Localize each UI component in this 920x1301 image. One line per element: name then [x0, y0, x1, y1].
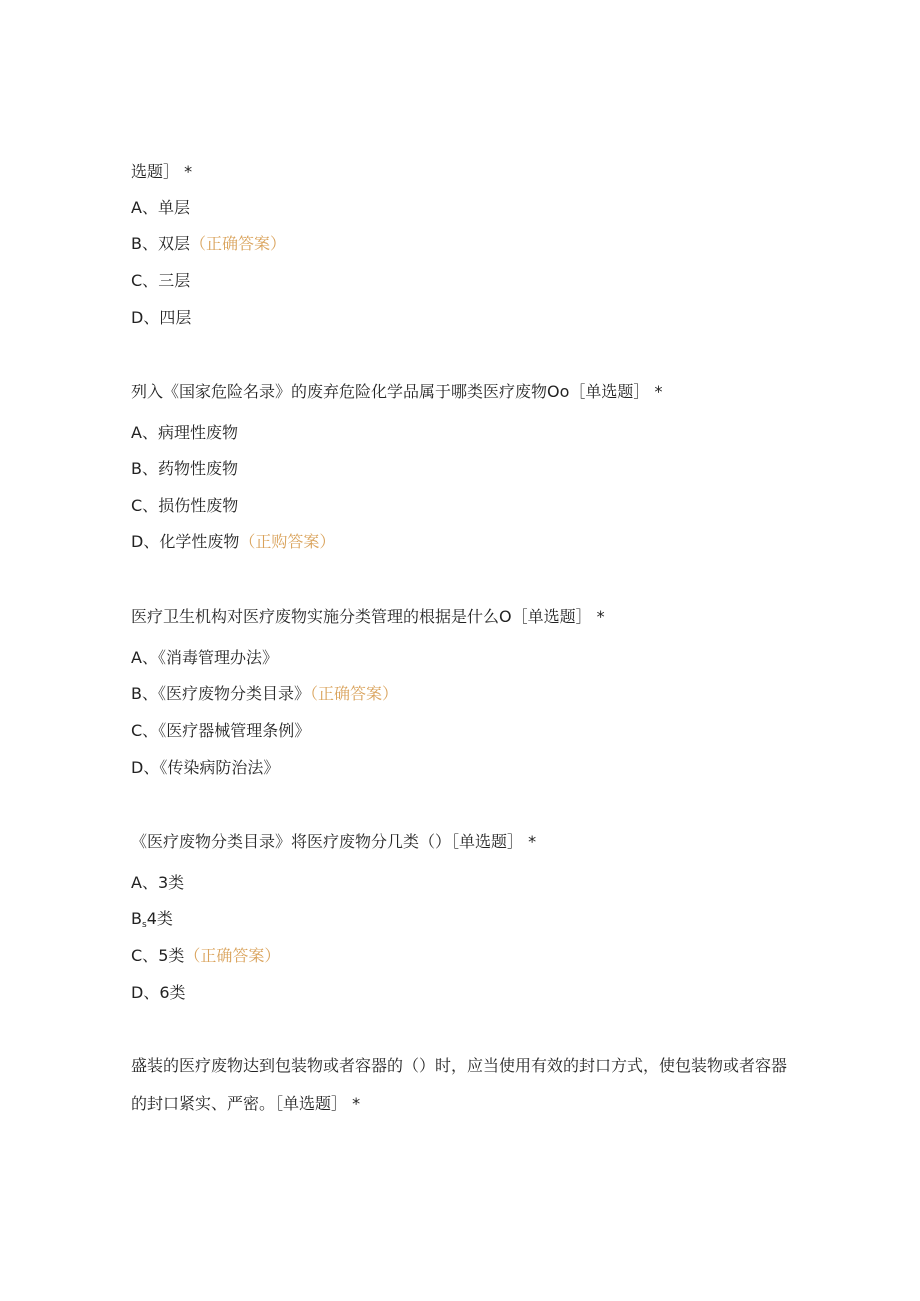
option-letter: C	[131, 721, 143, 740]
option-text: 《医疗废物分类目录》	[158, 684, 311, 703]
option-text: 3类	[157, 873, 185, 892]
option-letter: C	[131, 271, 143, 290]
question-1-stem: 选题］ *	[131, 162, 193, 181]
option-letter: B	[131, 684, 142, 703]
option-text: 4类	[146, 909, 173, 928]
option-text: 6类	[159, 983, 186, 1002]
question-5-stem: 盛装的医疗废物达到包装物或者容器的（）时，应当使用有效的封口方式，使包装物或者容器的封口紧实、严密。［单选题］ *	[131, 1056, 788, 1113]
option-text: 单层	[157, 198, 190, 217]
option-2-a	[131, 423, 238, 443]
option-4-a	[131, 873, 184, 893]
option-2-c	[131, 496, 238, 516]
question-2-stem: 列入《国家危险名录》的废弃危险化学品属于哪类医疗废物Oo［单选题］ *	[131, 382, 663, 401]
option-4-c	[131, 946, 280, 966]
option-separator: 、	[141, 234, 158, 253]
option-separator: 、	[143, 532, 160, 551]
option-text: 病理性废物	[157, 423, 238, 442]
option-separator: 、	[141, 684, 158, 703]
option-letter: B	[131, 459, 142, 478]
option-separator: 、	[141, 873, 158, 892]
option-letter: A	[131, 423, 142, 442]
option-letter: D	[131, 758, 144, 777]
option-1-a	[131, 198, 190, 218]
option-text: 《传染病防治法》	[159, 758, 280, 777]
option-3-d	[131, 758, 279, 778]
option-3-c	[131, 721, 310, 741]
option-3-b	[131, 684, 398, 704]
correct-answer-tag: （正购答案）	[239, 532, 336, 551]
option-text: 药物性废物	[158, 459, 239, 478]
correct-answer-tag: （正确答案）	[184, 946, 281, 965]
correct-answer-tag: （正确答案）	[310, 684, 399, 703]
option-letter: A	[131, 198, 142, 217]
option-3-a	[131, 648, 278, 668]
option-4-d	[131, 983, 186, 1003]
option-text: 《医疗器械管理条例》	[158, 721, 311, 740]
option-letter: B	[131, 234, 142, 253]
option-2-b	[131, 459, 238, 479]
option-2-d	[131, 532, 335, 552]
question-4-stem: 《医疗废物分类目录》将医疗废物分几类（）［单选题］ *	[131, 832, 537, 851]
option-separator: 、	[142, 271, 159, 290]
option-letter: C	[131, 946, 143, 965]
option-separator: 、	[142, 946, 159, 965]
option-letter: B	[131, 909, 142, 928]
option-separator: s	[141, 920, 147, 930]
option-text: 化学性废物	[159, 532, 240, 551]
option-text: 三层	[158, 271, 191, 290]
option-1-c	[131, 271, 190, 291]
option-letter: C	[131, 496, 143, 515]
option-separator: 、	[141, 459, 158, 478]
option-text: 四层	[159, 308, 192, 327]
option-separator: 、	[141, 423, 158, 442]
option-letter: D	[131, 983, 144, 1002]
option-1-b	[131, 234, 286, 254]
option-separator: 、	[143, 308, 160, 327]
option-1-d	[131, 308, 191, 328]
option-separator: 、	[142, 496, 159, 515]
option-separator: 、	[142, 721, 159, 740]
correct-answer-tag: （正确答案）	[190, 234, 287, 253]
option-letter: A	[131, 648, 142, 667]
option-separator: 、	[143, 983, 160, 1002]
option-text: 损伤性废物	[158, 496, 239, 515]
option-text: 双层	[158, 234, 191, 253]
option-letter: A	[131, 873, 142, 892]
option-text: 5类	[158, 946, 185, 965]
option-text: 《消毒管理办法》	[157, 648, 278, 667]
option-separator: 、	[141, 648, 158, 667]
option-letter: D	[131, 308, 144, 327]
question-3-stem: 医疗卫生机构对医疗废物实施分类管理的根据是什么O［单选题］ *	[131, 607, 605, 626]
option-separator: 、	[141, 198, 158, 217]
option-separator: 、	[143, 758, 160, 777]
option-letter: D	[131, 532, 144, 551]
option-4-b	[131, 909, 173, 935]
